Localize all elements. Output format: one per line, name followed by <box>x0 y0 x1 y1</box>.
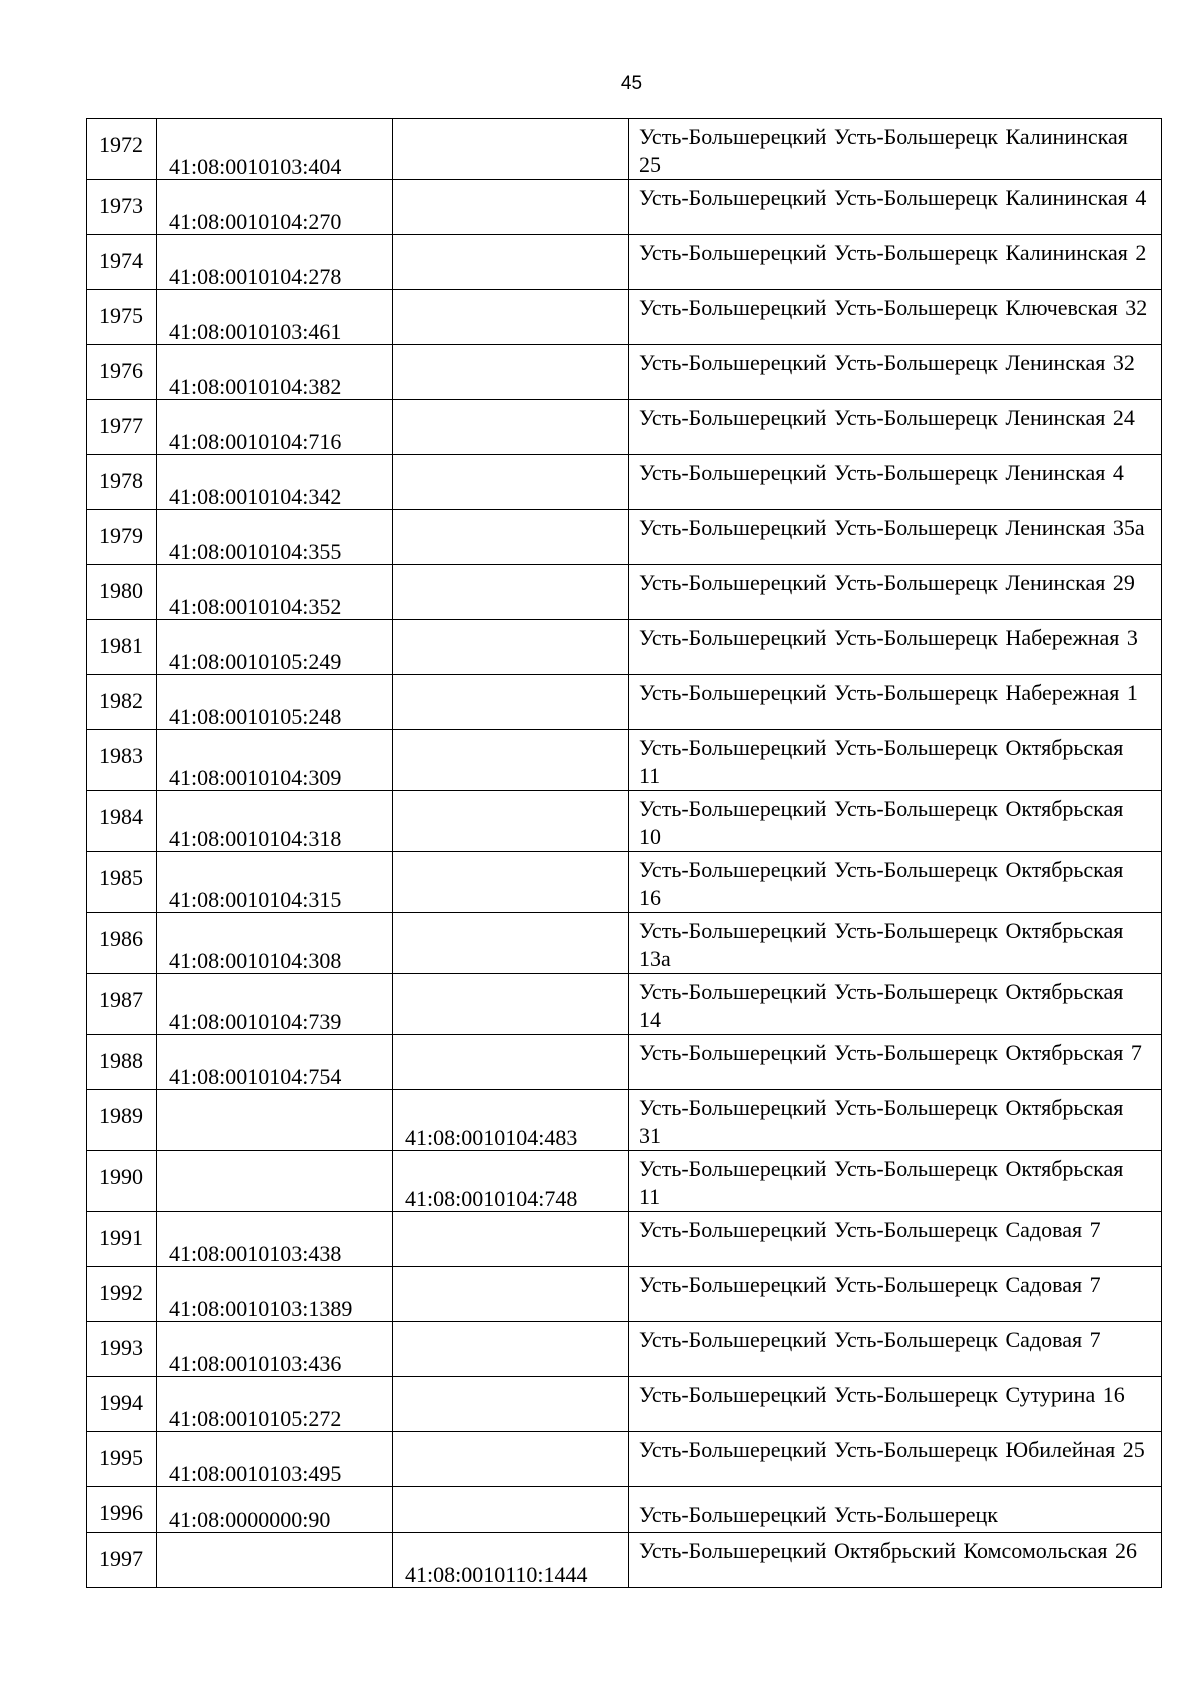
cadastral-number-alt-cell <box>393 1090 629 1151</box>
cadastral-number-cell <box>157 180 393 235</box>
cadastral-number-cell-text: 41:08:0010103:436 <box>169 1351 342 1376</box>
cadastral-number-cell <box>157 1432 393 1487</box>
cadastral-number-alt-cell <box>393 345 629 400</box>
address-cell-text: Усть-Большерецкий Усть-Большерецк Октябрьская 14 <box>639 979 1124 1032</box>
address-cell-text: Усть-Большерецкий Усть-Большерецк Октябрьская 11 <box>639 1156 1124 1209</box>
cadastral-number-alt-cell <box>393 620 629 675</box>
table-row <box>87 1151 1162 1212</box>
cadastral-number-alt-cell <box>393 180 629 235</box>
address-cell-text: Усть-Большерецкий Усть-Большерецк Набережная 3 <box>639 625 1138 650</box>
row-number-cell <box>87 510 157 565</box>
row-number-cell-text: 1981 <box>99 633 143 658</box>
row-number-cell <box>87 1151 157 1212</box>
cadastral-number-alt-cell <box>393 791 629 852</box>
address-cell-text: Усть-Большерецкий Усть-Большерецк Октябрьская 10 <box>639 796 1124 849</box>
address-cell <box>629 791 1162 852</box>
cadastral-number-cell-text: 41:08:0010104:309 <box>169 765 342 790</box>
cadastral-number-alt-cell <box>393 1377 629 1432</box>
address-cell-text: Усть-Большерецкий Усть-Большерецк Садовая 7 <box>639 1327 1101 1352</box>
cadastral-number-cell-text: 41:08:0010104:355 <box>169 539 342 564</box>
cadastral-number-cell <box>157 1090 393 1151</box>
address-cell <box>629 974 1162 1035</box>
row-number-cell-text: 1996 <box>99 1500 143 1525</box>
cadastral-number-cell <box>157 974 393 1035</box>
row-number-cell <box>87 345 157 400</box>
row-number-cell-text: 1982 <box>99 688 143 713</box>
row-number-cell-text: 1972 <box>99 132 143 157</box>
cadastral-number-cell-text: 41:08:0010104:270 <box>169 209 342 234</box>
address-cell-text: Усть-Большерецкий Усть-Большерецк Ленинская 35а <box>639 515 1145 540</box>
row-number-cell <box>87 1487 157 1533</box>
cadastral-number-alt-cell <box>393 730 629 791</box>
address-cell <box>629 913 1162 974</box>
address-cell <box>629 345 1162 400</box>
cadastral-number-cell <box>157 913 393 974</box>
address-cell-text: Усть-Большерецкий Усть-Большерецк Юбилейная 25 <box>639 1437 1145 1462</box>
address-cell-text: Усть-Большерецкий Усть-Большерецк Садовая 7 <box>639 1217 1101 1242</box>
cadastral-number-alt-cell <box>393 290 629 345</box>
cadastral-number-cell-text: 41:08:0010103:1389 <box>169 1296 353 1321</box>
cadastral-number-alt-cell <box>393 1267 629 1322</box>
cadastral-number-cell <box>157 1151 393 1212</box>
cadastral-number-cell-text: 41:08:0010104:739 <box>169 1009 342 1034</box>
registry-table-body <box>87 119 1162 1588</box>
address-cell-text: Усть-Большерецкий Усть-Большерецк Калининская 4 <box>639 185 1147 210</box>
row-number-cell <box>87 974 157 1035</box>
table-row <box>87 1212 1162 1267</box>
address-cell <box>629 455 1162 510</box>
cadastral-number-alt-cell <box>393 675 629 730</box>
cadastral-number-alt-cell <box>393 913 629 974</box>
row-number-cell <box>87 1377 157 1432</box>
table-row <box>87 675 1162 730</box>
row-number-cell <box>87 1090 157 1151</box>
cadastral-number-cell <box>157 1212 393 1267</box>
cadastral-number-cell-text: 41:08:0010104:342 <box>169 484 342 509</box>
table-row <box>87 235 1162 290</box>
row-number-cell <box>87 1322 157 1377</box>
address-cell-text: Усть-Большерецкий Усть-Большерецк Ленинская 32 <box>639 350 1135 375</box>
row-number-cell-text: 1975 <box>99 303 143 328</box>
address-cell <box>629 620 1162 675</box>
cadastral-number-cell-text: 41:08:0010103:404 <box>169 154 342 179</box>
cadastral-number-cell-text: 41:08:0010104:278 <box>169 264 342 289</box>
table-row <box>87 1035 1162 1090</box>
row-number-cell <box>87 400 157 455</box>
row-number-cell-text: 1974 <box>99 248 143 273</box>
row-number-cell-text: 1997 <box>99 1546 143 1571</box>
row-number-cell-text: 1979 <box>99 523 143 548</box>
address-cell-text: Усть-Большерецкий Усть-Большерецк Октябрьская 31 <box>639 1095 1124 1148</box>
cadastral-number-cell <box>157 455 393 510</box>
address-cell <box>629 510 1162 565</box>
address-cell <box>629 675 1162 730</box>
cadastral-number-cell-text: 41:08:0010104:308 <box>169 948 342 973</box>
address-cell <box>629 235 1162 290</box>
row-number-cell <box>87 180 157 235</box>
cadastral-number-cell <box>157 345 393 400</box>
table-row <box>87 345 1162 400</box>
address-cell <box>629 1035 1162 1090</box>
cadastral-number-cell-text: 41:08:0010104:318 <box>169 826 342 851</box>
row-number-cell-text: 1990 <box>99 1164 143 1189</box>
row-number-cell <box>87 913 157 974</box>
row-number-cell <box>87 730 157 791</box>
row-number-cell <box>87 1432 157 1487</box>
cadastral-number-alt-cell <box>393 1487 629 1533</box>
cadastral-number-cell-text: 41:08:0010103:495 <box>169 1461 342 1486</box>
address-cell <box>629 1377 1162 1432</box>
cadastral-number-cell-text: 41:08:0000000:90 <box>169 1507 331 1532</box>
table-row <box>87 852 1162 913</box>
row-number-cell <box>87 119 157 180</box>
cadastral-number-alt-cell <box>393 1432 629 1487</box>
cadastral-number-alt-cell-text: 41:08:0010110:1444 <box>405 1562 588 1587</box>
table-row <box>87 400 1162 455</box>
cadastral-number-cell <box>157 791 393 852</box>
row-number-cell <box>87 1533 157 1588</box>
table-row <box>87 791 1162 852</box>
table-row <box>87 119 1162 180</box>
cadastral-number-alt-cell <box>393 1533 629 1588</box>
address-cell-text: Усть-Большерецкий Усть-Большерецк Октябрьская 13а <box>639 918 1124 971</box>
cadastral-number-alt-cell <box>393 235 629 290</box>
row-number-cell <box>87 235 157 290</box>
cadastral-number-cell <box>157 675 393 730</box>
row-number-cell-text: 1986 <box>99 926 143 951</box>
row-number-cell-text: 1977 <box>99 413 143 438</box>
cadastral-number-alt-cell-text: 41:08:0010104:483 <box>405 1125 578 1150</box>
row-number-cell <box>87 791 157 852</box>
row-number-cell <box>87 675 157 730</box>
cadastral-number-alt-cell <box>393 565 629 620</box>
row-number-cell-text: 1991 <box>99 1225 143 1250</box>
address-cell-text: Усть-Большерецкий Усть-Большерецк Садовая 7 <box>639 1272 1101 1297</box>
cadastral-number-alt-cell-text: 41:08:0010104:748 <box>405 1186 578 1211</box>
table-row <box>87 1090 1162 1151</box>
cadastral-number-cell-text: 41:08:0010104:382 <box>169 374 342 399</box>
page-number: 45 <box>620 73 643 94</box>
table-row <box>87 1322 1162 1377</box>
address-cell-text: Усть-Большерецкий Усть-Большерецк Ключевская 32 <box>639 295 1148 320</box>
address-cell <box>629 852 1162 913</box>
table-row <box>87 510 1162 565</box>
row-number-cell-text: 1976 <box>99 358 143 383</box>
cadastral-number-alt-cell <box>393 455 629 510</box>
cadastral-number-cell-text: 41:08:0010105:272 <box>169 1406 342 1431</box>
cadastral-number-cell <box>157 119 393 180</box>
row-number-cell <box>87 455 157 510</box>
address-cell <box>629 1212 1162 1267</box>
cadastral-number-cell <box>157 565 393 620</box>
address-cell <box>629 1267 1162 1322</box>
cadastral-number-alt-cell <box>393 852 629 913</box>
address-cell-text: Усть-Большерецкий Усть-Большерецк Ленинская 4 <box>639 460 1124 485</box>
address-cell <box>629 1151 1162 1212</box>
cadastral-number-alt-cell <box>393 1035 629 1090</box>
cadastral-number-cell <box>157 1377 393 1432</box>
address-cell-text: Усть-Большерецкий Усть-Большерецк Сутурина 16 <box>639 1382 1125 1407</box>
address-cell <box>629 180 1162 235</box>
address-cell <box>629 1432 1162 1487</box>
table-row <box>87 1533 1162 1588</box>
address-cell-text: Усть-Большерецкий Усть-Большерецк <box>639 1502 998 1527</box>
row-number-cell-text: 1987 <box>99 987 143 1012</box>
address-cell-text: Усть-Большерецкий Усть-Большерецк Ленинская 24 <box>639 405 1135 430</box>
address-cell <box>629 1322 1162 1377</box>
address-cell <box>629 1487 1162 1533</box>
table-row <box>87 180 1162 235</box>
row-number-cell <box>87 1035 157 1090</box>
address-cell-text: Усть-Большерецкий Усть-Большерецк Калининская 2 <box>639 240 1147 265</box>
registry-table <box>86 118 1162 1588</box>
row-number-cell-text: 1993 <box>99 1335 143 1360</box>
address-cell-text: Усть-Большерецкий Усть-Большерецк Ленинская 29 <box>639 570 1135 595</box>
address-cell <box>629 730 1162 791</box>
table-row <box>87 974 1162 1035</box>
row-number-cell-text: 1984 <box>99 804 143 829</box>
address-cell-text: Усть-Большерецкий Усть-Большерецк Октябрьская 7 <box>639 1040 1142 1065</box>
cadastral-number-alt-cell <box>393 1322 629 1377</box>
row-number-cell-text: 1989 <box>99 1103 143 1128</box>
cadastral-number-cell <box>157 290 393 345</box>
address-cell-text: Усть-Большерецкий Усть-Большерецк Набережная 1 <box>639 680 1138 705</box>
address-cell-text: Усть-Большерецкий Усть-Большерецк Октябрьская 11 <box>639 735 1124 788</box>
cadastral-number-cell-text: 41:08:0010104:716 <box>169 429 342 454</box>
cadastral-number-cell-text: 41:08:0010105:249 <box>169 649 342 674</box>
cadastral-number-cell <box>157 235 393 290</box>
address-cell <box>629 1533 1162 1588</box>
cadastral-number-alt-cell <box>393 1151 629 1212</box>
table-row <box>87 290 1162 345</box>
table-row <box>87 913 1162 974</box>
address-cell-text: Усть-Большерецкий Усть-Большерецк Калининская 25 <box>639 124 1128 177</box>
table-row <box>87 730 1162 791</box>
cadastral-number-cell <box>157 620 393 675</box>
row-number-cell <box>87 1267 157 1322</box>
address-cell <box>629 290 1162 345</box>
table-row <box>87 620 1162 675</box>
cadastral-number-cell <box>157 510 393 565</box>
cadastral-number-cell <box>157 730 393 791</box>
cadastral-number-cell <box>157 400 393 455</box>
cadastral-number-alt-cell <box>393 510 629 565</box>
row-number-cell <box>87 620 157 675</box>
row-number-cell <box>87 565 157 620</box>
table-row <box>87 1432 1162 1487</box>
cadastral-number-cell-text: 41:08:0010103:461 <box>169 319 342 344</box>
address-cell <box>629 400 1162 455</box>
row-number-cell-text: 1980 <box>99 578 143 603</box>
row-number-cell <box>87 290 157 345</box>
cadastral-number-cell-text: 41:08:0010104:315 <box>169 887 342 912</box>
cadastral-number-cell-text: 41:08:0010104:352 <box>169 594 342 619</box>
row-number-cell-text: 1973 <box>99 193 143 218</box>
cadastral-number-alt-cell <box>393 400 629 455</box>
cadastral-number-cell <box>157 1267 393 1322</box>
table-row <box>87 455 1162 510</box>
address-cell <box>629 119 1162 180</box>
table-row <box>87 565 1162 620</box>
cadastral-number-cell <box>157 1487 393 1533</box>
table-row <box>87 1267 1162 1322</box>
address-cell-text: Усть-Большерецкий Усть-Большерецк Октябрьская 16 <box>639 857 1124 910</box>
cadastral-number-cell-text: 41:08:0010103:438 <box>169 1241 342 1266</box>
row-number-cell-text: 1988 <box>99 1048 143 1073</box>
cadastral-number-cell <box>157 852 393 913</box>
cadastral-number-cell <box>157 1035 393 1090</box>
row-number-cell-text: 1995 <box>99 1445 143 1470</box>
row-number-cell-text: 1983 <box>99 743 143 768</box>
cadastral-number-cell <box>157 1322 393 1377</box>
row-number-cell-text: 1994 <box>99 1390 143 1415</box>
row-number-cell-text: 1978 <box>99 468 143 493</box>
cadastral-number-cell <box>157 1533 393 1588</box>
cadastral-number-cell-text: 41:08:0010104:754 <box>169 1064 342 1089</box>
row-number-cell-text: 1992 <box>99 1280 143 1305</box>
table-row <box>87 1377 1162 1432</box>
cadastral-number-alt-cell <box>393 974 629 1035</box>
row-number-cell <box>87 1212 157 1267</box>
row-number-cell <box>87 852 157 913</box>
address-cell <box>629 1090 1162 1151</box>
cadastral-number-alt-cell <box>393 1212 629 1267</box>
cadastral-number-cell-text: 41:08:0010105:248 <box>169 704 342 729</box>
table-row <box>87 1487 1162 1533</box>
cadastral-number-alt-cell <box>393 119 629 180</box>
address-cell <box>629 565 1162 620</box>
row-number-cell-text: 1985 <box>99 865 143 890</box>
address-cell-text: Усть-Большерецкий Октябрьский Комсомольская 26 <box>639 1538 1138 1563</box>
